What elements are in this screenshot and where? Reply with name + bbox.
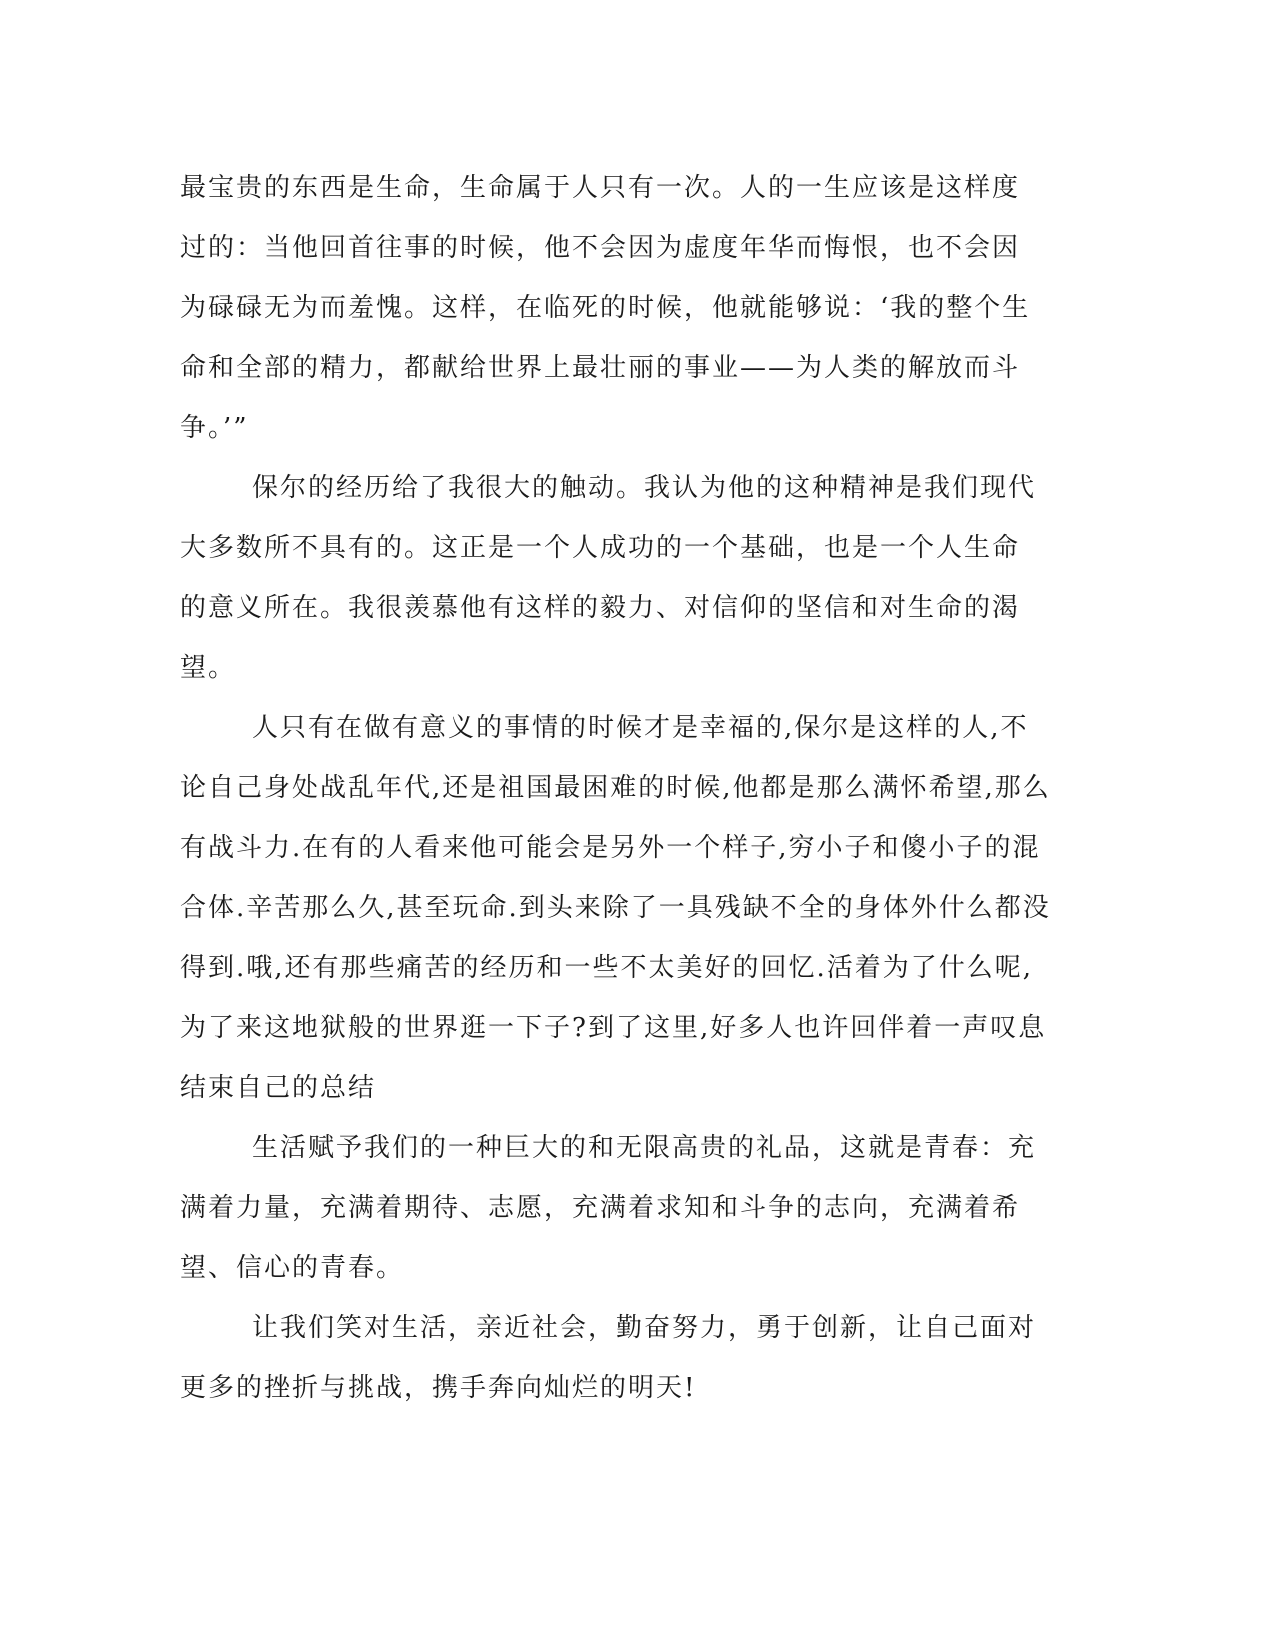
- paragraph-line: 为了来这地狱般的世界逛一下子?到了这里,好多人也许回伴着一声叹息: [180, 1013, 1047, 1043]
- paragraph-line: 得到.哦,还有那些痛苦的经历和一些不太美好的回忆.活着为了什么呢,: [180, 953, 1034, 983]
- paragraph-line: 最宝贵的东西是生命，生命属于人只有一次。人的一生应该是这样度: [180, 173, 1021, 203]
- paragraph-line: 结束自己的总结: [180, 1073, 377, 1103]
- paragraph-line: 命和全部的精力，都献给世界上最壮丽的事业——为人类的解放而斗: [180, 353, 1021, 383]
- document-body: [180, 158, 1051, 1418]
- paragraph-line: 争。’”: [180, 413, 249, 443]
- paragraph-line: 生活赋予我们的一种巨大的和无限高贵的礼品，这就是青春：充: [252, 1133, 1037, 1163]
- paragraph-line: 满着力量，充满着期待、志愿，充满着求知和斗争的志向，充满着希: [180, 1193, 1021, 1223]
- paragraph-line: 望。: [180, 653, 237, 683]
- paragraph-line: 过的：当他回首往事的时候，他不会因为虚度年华而悔恨，也不会因: [180, 233, 1021, 263]
- paragraph-line: 论自己身处战乱年代,还是祖国最困难的时候,他都是那么满怀希望,那么: [180, 773, 1051, 803]
- paragraph-line: 为碌碌无为而羞愧。这样，在临死的时候，他就能够说：‘我的整个生: [180, 293, 1031, 323]
- paragraph-line: 望、信心的青春。: [180, 1253, 405, 1283]
- paragraph-line: 让我们笑对生活，亲近社会，勤奋努力，勇于创新，让自己面对: [252, 1313, 1037, 1343]
- paragraph-line: 保尔的经历给了我很大的触动。我认为他的这种精神是我们现代: [252, 473, 1037, 503]
- paragraph-line: 大多数所不具有的。这正是一个人成功的一个基础，也是一个人生命: [180, 533, 1021, 563]
- paragraph-line: 人只有在做有意义的事情的时候才是幸福的,保尔是这样的人,不: [252, 713, 1029, 743]
- paragraph-line: 的意义所在。我很羡慕他有这样的毅力、对信仰的坚信和对生命的渴: [180, 593, 1021, 623]
- paragraph-line: 合体.辛苦那么久,甚至玩命.到头来除了一具残缺不全的身体外什么都没: [180, 893, 1051, 923]
- paragraph-line: 有战斗力.在有的人看来他可能会是另外一个样子,穷小子和傻小子的混: [180, 833, 1041, 863]
- paragraph-line: 更多的挫折与挑战，携手奔向灿烂的明天!: [180, 1373, 697, 1403]
